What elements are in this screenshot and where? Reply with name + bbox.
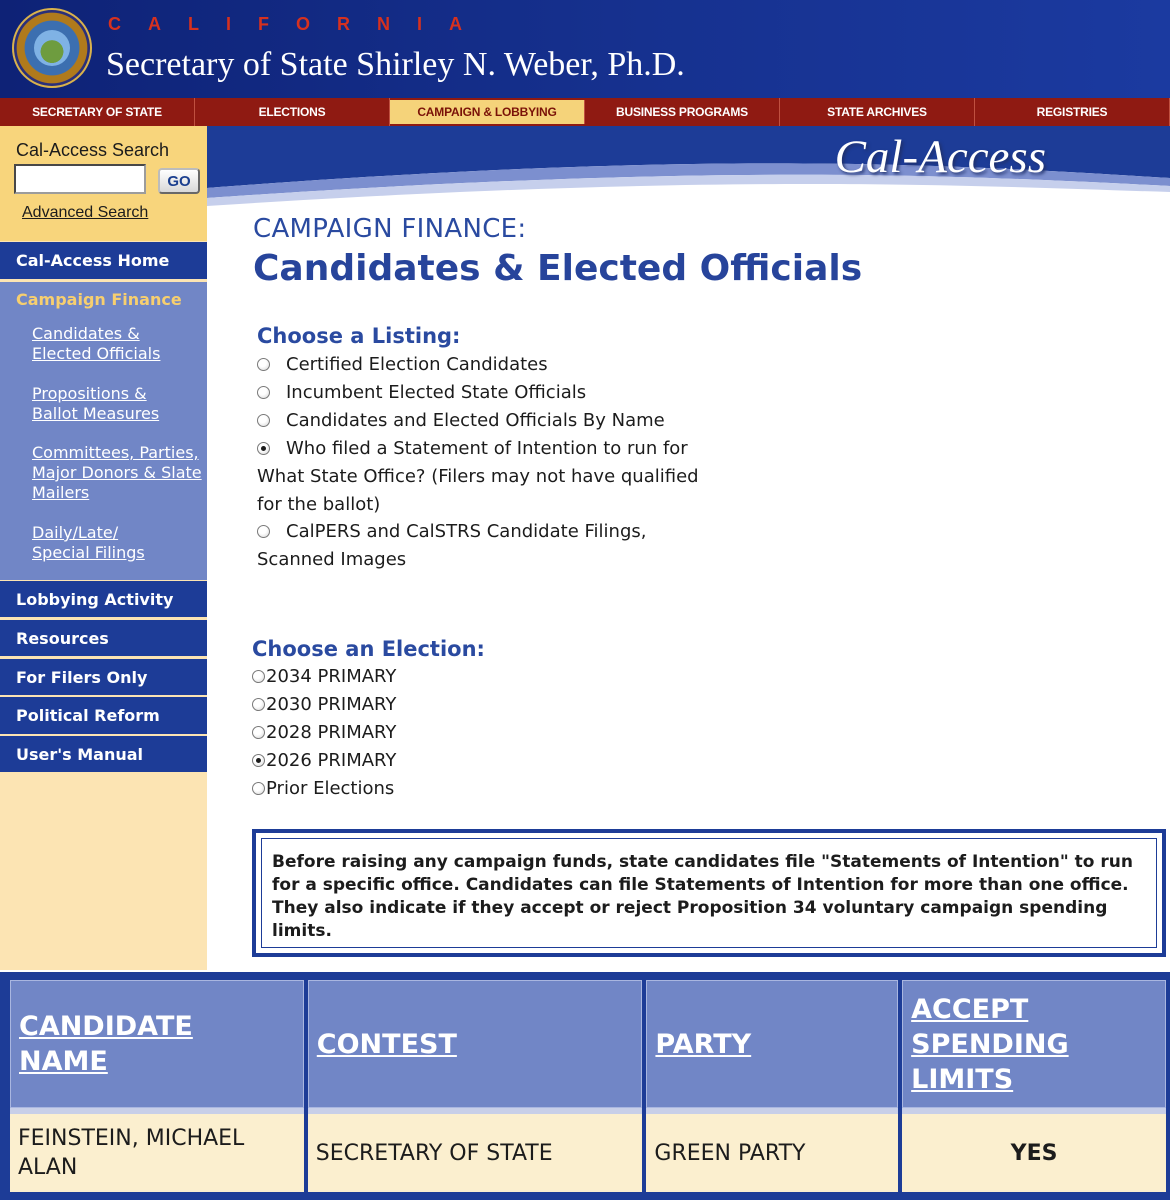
listing-option[interactable] — [257, 407, 665, 435]
election-option-prior[interactable] — [252, 775, 394, 803]
sidebar-item-political-reform[interactable]: Political Reform — [0, 697, 207, 734]
sidebar-link-propositions[interactable] — [32, 384, 204, 424]
election-radio[interactable] — [252, 698, 265, 711]
listing-radio[interactable] — [257, 414, 270, 427]
info-text: Before raising any campaign funds, state candidates file "Statements of Intention" to run for a specific office. Candidates can file Statements of Intention for more than one office. They also indicate if they accept or reject Proposition 34 voluntary campaign spending limits. — [272, 852, 1133, 941]
link-line: Mailers — [32, 483, 90, 502]
site-header — [0, 0, 1170, 98]
link-line: Propositions & — [32, 384, 147, 403]
header-line: ACCEPT — [911, 993, 1029, 1025]
search-input[interactable] — [14, 164, 146, 194]
sidebar-link-daily-late[interactable] — [32, 523, 204, 563]
election-option-2028[interactable] — [252, 719, 396, 747]
listing-option[interactable] — [257, 379, 586, 407]
listing-label: Incumbent Elected State Officials — [286, 382, 587, 403]
info-box — [252, 829, 1166, 957]
campaign-finance-section — [0, 282, 207, 580]
election-radio[interactable] — [252, 726, 265, 739]
election-label: 2034 PRIMARY — [266, 666, 397, 687]
election-label: Prior Elections — [266, 778, 395, 799]
topnav-business-programs[interactable]: BUSINESS PROGRAMS — [585, 98, 780, 126]
cell-party: GREEN PARTY — [646, 1108, 898, 1192]
listing-label: Candidates and Elected Officials By Name — [286, 410, 665, 431]
link-line: Daily/Late/ — [32, 523, 119, 542]
sidebar-item-for-filers-only[interactable]: For Filers Only — [0, 659, 207, 695]
state-name: CALIFORNIA — [108, 14, 489, 34]
column-header-party[interactable] — [646, 980, 898, 1108]
site-title[interactable]: Secretary of State Shirley N. Weber, Ph.D. — [106, 46, 685, 83]
header-line: CONTEST — [316, 1028, 457, 1060]
listing-label: Certified Election Candidates — [286, 354, 548, 375]
listing-option-statement-of-intention[interactable] — [257, 435, 717, 519]
election-label: 2026 PRIMARY — [266, 750, 397, 771]
election-option-2034[interactable] — [252, 663, 396, 691]
table-row — [10, 1108, 1166, 1192]
sidebar — [0, 126, 207, 970]
listing-option[interactable] — [257, 351, 548, 379]
sidebar-item-cal-access-home[interactable]: Cal-Access Home — [0, 242, 207, 279]
link-line: Special Filings — [32, 543, 145, 562]
cell-accept-spending-limits: YES — [902, 1108, 1166, 1192]
link-line: Major Donors & Slate — [32, 463, 202, 482]
column-header-accept-spending-limits[interactable] — [902, 980, 1166, 1108]
election-label: 2028 PRIMARY — [266, 722, 397, 743]
cal-access-title: Cal-Access — [834, 131, 1046, 183]
listing-radio-selected[interactable] — [257, 442, 270, 455]
topnav-state-archives[interactable]: STATE ARCHIVES — [780, 98, 975, 126]
listing-label: CalPERS and CalSTRS Candidate Filings, — [286, 521, 647, 542]
link-line: Committees, Parties, — [32, 443, 199, 462]
listing-label: for the ballot) — [257, 494, 381, 515]
search-label: Cal-Access Search — [16, 140, 170, 160]
listing-option-calpers[interactable] — [257, 518, 717, 574]
search-panel — [0, 126, 207, 241]
header-line: NAME — [19, 1046, 108, 1077]
cell-line: FEINSTEIN, MICHAEL — [18, 1126, 245, 1151]
california-seal-icon[interactable] — [12, 8, 92, 88]
link-line: Ballot Measures — [32, 404, 160, 423]
cell-contest: SECRETARY OF STATE — [308, 1108, 643, 1192]
header-line: LIMITS — [911, 1063, 1014, 1095]
topnav-campaign-lobbying[interactable]: CAMPAIGN & LOBBYING — [390, 100, 585, 124]
header-line: CANDIDATE — [19, 1011, 193, 1042]
results-table-wrapper — [0, 972, 1170, 1200]
column-header-contest[interactable] — [308, 980, 643, 1108]
header-line: SPENDING — [911, 1028, 1069, 1060]
listing-label: What State Office? (Filers may not have qualified — [257, 466, 699, 487]
cell-line: ALAN — [18, 1155, 78, 1180]
campaign-finance-title[interactable]: Campaign Finance — [16, 290, 182, 309]
election-label: 2030 PRIMARY — [266, 694, 397, 715]
page-title: Candidates & Elected Officials — [253, 248, 863, 289]
advanced-search-link[interactable]: Advanced Search — [22, 204, 149, 221]
results-table — [6, 980, 1170, 1192]
cell-candidate-name — [10, 1108, 304, 1192]
listing-radio[interactable] — [257, 358, 270, 371]
go-button[interactable]: GO — [158, 168, 200, 194]
column-header-candidate-name[interactable] — [10, 980, 304, 1108]
link-line: Elected Officials — [32, 344, 161, 363]
election-radio-selected[interactable] — [252, 754, 265, 767]
header-line: PARTY — [655, 1028, 752, 1060]
top-navigation — [0, 98, 1170, 126]
sidebar-link-candidates[interactable] — [32, 324, 204, 364]
page-subtitle: CAMPAIGN FINANCE: — [253, 214, 527, 244]
listing-radio[interactable] — [257, 386, 270, 399]
listing-label: Who filed a Statement of Intention to run for — [286, 438, 688, 459]
election-option-2030[interactable] — [252, 691, 396, 719]
link-line: Candidates & — [32, 324, 140, 343]
sidebar-link-committees[interactable] — [32, 443, 204, 503]
election-option-2026[interactable] — [252, 747, 396, 775]
listing-label: Scanned Images — [257, 549, 407, 570]
election-radio[interactable] — [252, 670, 265, 683]
election-radio[interactable] — [252, 782, 265, 795]
listing-radio[interactable] — [257, 525, 270, 538]
cal-access-banner — [207, 126, 1170, 206]
listing-heading: Choose a Listing: — [257, 324, 461, 348]
topnav-secretary-of-state[interactable]: SECRETARY OF STATE — [0, 98, 195, 126]
sidebar-item-users-manual[interactable]: User's Manual — [0, 736, 207, 772]
sidebar-item-resources[interactable]: Resources — [0, 620, 207, 656]
topnav-elections[interactable]: ELECTIONS — [195, 98, 390, 126]
sidebar-item-lobbying-activity[interactable]: Lobbying Activity — [0, 581, 207, 617]
topnav-registries[interactable]: REGISTRIES — [975, 98, 1170, 126]
election-heading: Choose an Election: — [252, 637, 485, 661]
